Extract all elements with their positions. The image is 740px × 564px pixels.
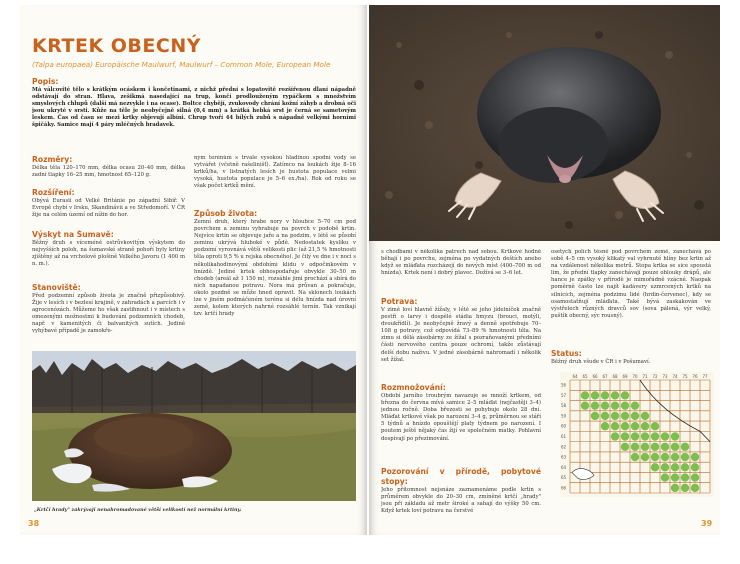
section-heading: Rozšíření:	[32, 188, 75, 197]
section-heading: Status:	[551, 349, 582, 358]
section-text: Délka těla 120–170 mm, délka ocasu 20–40 mm, délka zadní tlapky 16–25 mm, hmotnost 65–120 g.	[32, 165, 185, 179]
molehill-photo	[32, 351, 356, 501]
occurrence-dot	[621, 422, 629, 430]
map-row-label: 56	[561, 382, 567, 388]
map-row-label: 59	[561, 413, 567, 419]
section-text: s chodbami v několika patrech nad sebou. Krtkové hodně běhají i po povrchu, zejména po vydatných deštích anebo když se mláďata rozcházejí do nových míst (400–700 m od hnízda). Krtek není i dobrý plavec. Dožívá se 3–6 let.	[381, 249, 541, 277]
map-row-label: 60	[561, 423, 567, 429]
section-heading: Výskyt na Šumavě:	[32, 230, 114, 239]
map-row-label: 63	[561, 454, 567, 460]
occurrence-dot	[671, 484, 679, 492]
occurrence-dot	[651, 422, 659, 430]
section-text: Běžný druh všude v ČR i v Pošumaví.	[551, 359, 651, 365]
occurrence-dot	[591, 401, 599, 409]
occurrence-dot	[611, 432, 619, 440]
distribution-grid	[560, 372, 714, 497]
map-column-label: 74	[672, 374, 678, 379]
occurrence-dot	[691, 473, 699, 481]
section-status	[551, 349, 711, 373]
map-column-label: 75	[682, 374, 688, 379]
map-column-label: 71	[642, 374, 648, 379]
section-heading: Rozmnožování:	[381, 383, 446, 392]
section-text: Před podzemní způsob života je značně přizpůsobivý. Žije v lesích i v bezlesí krajině, v zahradách a parcích i v agrocenózách. Můžeme ho však zastihnout i v místech s omezenými možnostmi k budování podzemních chodeb, např. v kamenitých či balvanitých sutích. Jediné vyhýbavé případě je zamokře-	[32, 293, 185, 335]
map-row-label: 61	[561, 434, 567, 439]
section-text: Běžný druh s víceméně ostrůvkovitým výskytem do nejvyšších poloh, na šumavské straně pohoří byly krtiny zjištěny až na vrcholové plošině Velkého Javoru (1 400 m n. m.).	[32, 240, 185, 268]
section-text: Má válcovité tělo s krátkým ocáskem i končetinami, z nichž přední s lopatovitě rozšířenou dlaní nápadně odstávají do stran. Hlava, zešikmá nasedající na trup, končí prodlouženým rypáčkem s množstvím smyslových chlupů (další má nezvykle i na ocase). Boltce chybějí, zvukovody chrání kožní záhyb a drobná oči jsou ukryté v srsti. Kůže na těle je neobyčejně silná (0,4 mm) a krátká hebká srst je černá se sametovým leskem. Čas od času se mezi krtky objevují albíni. Chrup tvoří 44 bílých zubů s nápadně velkými horními špičáky. Samice mají 4 páry mléčných bradavek.	[32, 87, 356, 129]
section-heading: Potrava:	[381, 297, 418, 306]
section-heading: Popis:	[32, 77, 59, 86]
species-subtitle: (Talpa europaea) Europäische Maulwurf, Maulwurf – Common Mole, European Mole	[32, 60, 331, 69]
mole-photo-graphic	[369, 5, 720, 241]
occurrence-dot	[621, 412, 629, 420]
occurrence-dot	[681, 453, 689, 461]
section-description	[32, 77, 356, 151]
section-habitat	[32, 283, 185, 349]
occurrence-dot	[641, 443, 649, 451]
occurrence-dot	[681, 463, 689, 471]
occurrence-dot	[671, 453, 679, 461]
occurrence-dot	[691, 463, 699, 471]
occurrence-dot	[631, 432, 639, 440]
photo-caption: „Krtčí hrady" zakrývají nenahromadované větší velikostí než normální krtiny.	[34, 507, 242, 513]
section-text: Jeho přítomnost nejsnáze zaznamenáme podle krtin s průměrem obvykle do 20–30 cm, zmíněné krtčí „hrady" jsou při základu až metr široké a sahají do výšky 50 cm. Když krtek loví potravu na čerstvé	[381, 487, 541, 515]
map-column-label: 72	[652, 374, 658, 379]
occurrence-dot	[641, 432, 649, 440]
section-heading: Rozměry:	[32, 155, 73, 164]
occurrence-dot	[631, 422, 639, 430]
occurrence-dot	[671, 463, 679, 471]
map-row-label: 65	[561, 475, 567, 481]
occurrence-dot	[621, 432, 629, 440]
map-column-label: 76	[692, 374, 698, 379]
occurrence-dot	[601, 401, 609, 409]
map-row-label: 62	[561, 444, 567, 450]
occurrence-dot	[691, 453, 699, 461]
section-occurrence	[32, 230, 185, 280]
section-food	[381, 297, 541, 383]
section-text: osetých polích těsně pod povrchem země, zanechává po sobě 4–5 cm vysoký klikatý val vyhrnuté hlíny bez krtin až na vzdálenost několika metrů. Stopa krtka se sice spoustá lim, že přední tlapky zanechávají pouze oblouky drápů, ale hance je zpátky v přírodě je mimořádně vzácné. Naopak poměrně často lze najít kadávery uzmrcených krtků na silnicích, zejména podzimu lidé (hrdin-červenec), kdy se osamostatňují mláďata. Také bývá zaskakován ve výstřelech různých dravců sov (sova pálená, výr velký, puštík obecný, sýc rousný).	[551, 249, 711, 319]
occurrence-dot	[651, 463, 659, 471]
occurrence-dot	[631, 443, 639, 451]
map-column-label: 64	[572, 374, 578, 379]
occurrence-dot	[651, 453, 659, 461]
occurrence-dot	[661, 432, 669, 440]
occurrence-dot	[621, 401, 629, 409]
occurrence-dot	[661, 443, 669, 451]
section-heading: Způsob života:	[194, 209, 258, 218]
map-column-label: 77	[702, 374, 708, 379]
occurrence-dot	[591, 391, 599, 399]
section-text: Zemní druh, který hrabe nory v hloubce 5–70 cm pod povrchem a zeminu vyhrabuje na povrch v podobě krtin. Nejvíce krtin se objevuje jaře a na podzim, v létě se působí zeminu ukrývá hluboké v půdě. Nedostatek kyslíku v podzemí vyrovnává větší velikosti plic (až 21,5 % hmotnosti těla oproti 9,5 % u rejska obecného). Je čilý ve dne i v noci s několikahodinovými obdobími klidu v odpočinkovém v hnízdě. Jediné krtek obhospodařuje obvykle 30–50 m chodeb (areál až 1 150 m), rozsáhle jimi prochází a sbírá do nich napadanou potravu. Nora má průvan a pokračuje, okolo pozdně se může hned opravit. Na sklonech loukách lze v jiném podmáčeném terénu si délu hnízda nad úrovní země, kolem kterých nahrné rozsáhlé ternín. Tak vznikají tzv. krtčí hrady	[194, 219, 356, 318]
section-text: ným terénům s trvale vysokou hladinou spodní vody se vytvářet (včetně rašelinišť). Zatímco na loukách žije 8–16 krtků/ha, v listnatých lesích je hustota populace velmi vysoká, hustota populace je 5–6 ex./ha). Rok od roku se však počet krtků mění.	[194, 155, 356, 190]
map-column-label: 67	[602, 374, 608, 379]
occurrence-dot	[641, 412, 649, 420]
left-page	[20, 5, 367, 535]
map-column-label: 73	[662, 374, 668, 379]
section-lifestyle-continued	[381, 249, 541, 293]
map-row-label: 58	[561, 403, 567, 409]
country-inset-map	[572, 468, 594, 479]
map-column-label: 69	[622, 374, 628, 379]
occurrence-dot	[681, 443, 689, 451]
section-distribution	[32, 188, 185, 228]
occurrence-dot	[681, 484, 689, 492]
map-column-label: 65	[582, 374, 588, 379]
occurrence-dot	[661, 463, 669, 471]
occurrence-dot	[651, 432, 659, 440]
occurrence-dot	[601, 391, 609, 399]
molehill-photo-graphic	[32, 351, 356, 501]
distribution-map	[560, 372, 714, 497]
section-dimensions	[32, 155, 185, 187]
occurrence-dot	[641, 453, 649, 461]
section-text: Období jarního troubrým navazuje se množí krtkem, od března do června mívá samice 2–5 mláďat (nejčastěji 3–4) jednou ročně. Doba březosti se pohybuje okolo 28 dní. Mláďat krtkové však po narození 3–4 g, průměrnou se stáří 5 týdnů a hnízdo opouštějí platy týdnem po narození. I poutem ještě nějaký čas žijí ve společném matky. Pohlavní dospívají po přezimování.	[381, 393, 541, 442]
map-row-label: 66	[561, 485, 567, 491]
section-habitat-continued	[194, 155, 356, 205]
section-reproduction	[381, 383, 541, 463]
occurrence-dot	[631, 401, 639, 409]
section-text: Obývá Eurasii od Velké Británie po západní Sibiř. V Evropě chybí v Irsku, Skandinávii a ve Středomoří. V ČR žije na celém území od nížin do hor.	[32, 198, 185, 219]
occurrence-dot	[581, 391, 589, 399]
occurrence-dot	[641, 422, 649, 430]
occurrence-dot	[581, 401, 589, 409]
map-column-label: 68	[612, 374, 618, 379]
map-row-label: 57	[561, 392, 567, 398]
section-observation	[381, 467, 541, 517]
section-text: V zimě loví hlavně žížaly, v létě se jeho jídelníček značně pestří o larvy i dospělé stádia hmyzu (brouci, motýli, dvoukřídlí). Je neobyčejně žravý a denně spotřebuje 70–108 g potravy, což odpovídá 73–89 % hmotnosti těla. Na zimu si dělá zásobárny ze žížal s pozraňovanými předními části nervového centra pouze ochromí, takže zůstávají delší dobu naživu. V jedné zásobárně nahromadí i několik set žížal.	[381, 307, 541, 363]
occurrence-dot	[631, 453, 639, 461]
page-number: 38	[28, 519, 40, 528]
page-number: 39	[701, 519, 713, 528]
occurrence-dot	[601, 422, 609, 430]
occurrence-dot	[621, 391, 629, 399]
occurrence-dot	[631, 412, 639, 420]
map-column-label: 66	[592, 374, 598, 379]
occurrence-dot	[601, 412, 609, 420]
occurrence-dot	[671, 473, 679, 481]
occurrence-dot	[681, 473, 689, 481]
occurrence-dot	[611, 391, 619, 399]
section-lifestyle	[194, 209, 356, 349]
occurrence-dot	[661, 453, 669, 461]
occurrence-dot	[651, 443, 659, 451]
occurrence-dot	[691, 484, 699, 492]
occurrence-dot	[671, 443, 679, 451]
occurrence-dot	[621, 443, 629, 451]
occurrence-dot	[611, 412, 619, 420]
section-heading: Pozorování v přírodě, pobytové stopy:	[381, 467, 541, 486]
mole-photo	[369, 5, 720, 241]
page-title: KRTEK OBECNÝ	[32, 35, 201, 57]
section-heading: Stanoviště:	[32, 283, 81, 292]
map-column-label: 70	[632, 374, 638, 379]
occurrence-dot	[671, 432, 679, 440]
occurrence-dot	[591, 412, 599, 420]
occurrence-dot	[661, 473, 669, 481]
map-row-label: 64	[561, 464, 567, 470]
section-observation-continued	[551, 249, 711, 345]
occurrence-dot	[611, 422, 619, 430]
occurrence-dot	[611, 401, 619, 409]
